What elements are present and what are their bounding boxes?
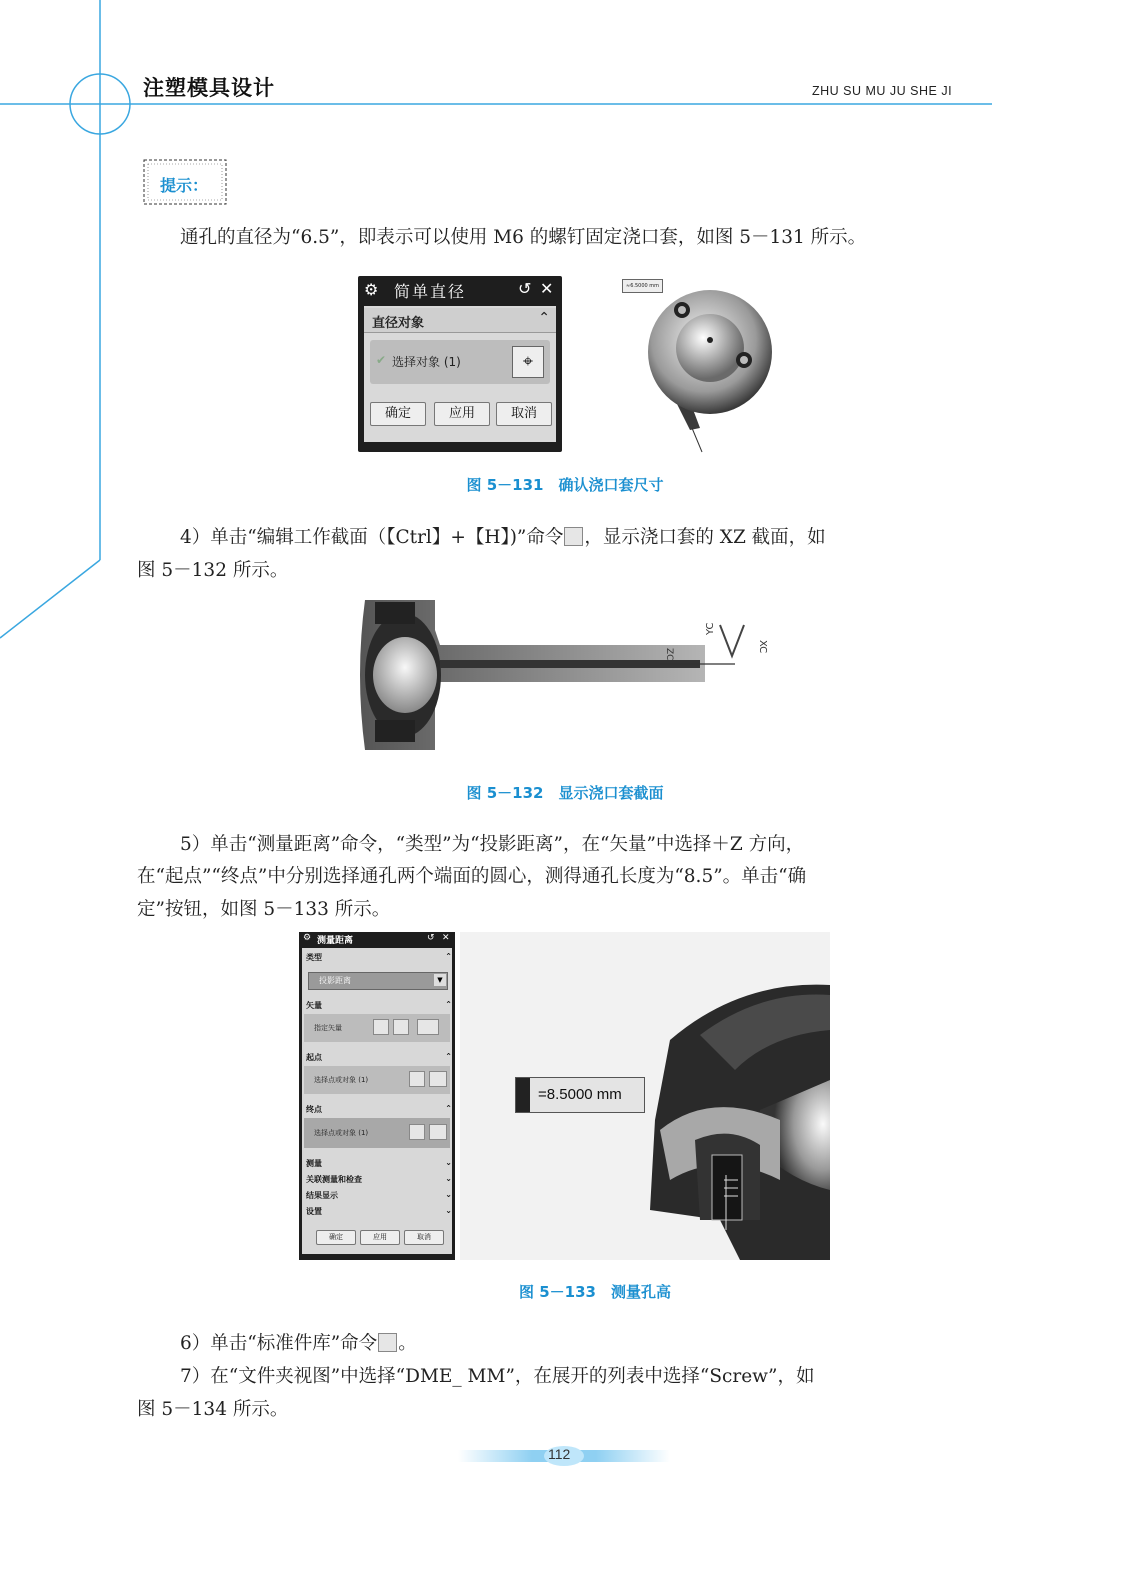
sprue-bushing-section-3d: [640, 980, 830, 1260]
inferred-point-icon[interactable]: [429, 1071, 447, 1087]
vector-axis-icon[interactable]: [393, 1019, 409, 1035]
step4-line1: 4）单击“编辑工作截面（【Ctrl】+【H】)”命令 ，显示浇口套的 XZ 截面，如: [180, 527, 826, 548]
collapse-icon[interactable]: ⌃: [538, 310, 550, 326]
measure-tag-small: ≈6.5000 mm: [622, 279, 663, 293]
check-icon: ✔: [376, 353, 387, 367]
point-dialog-icon[interactable]: [409, 1071, 425, 1087]
point-dialog-icon[interactable]: [409, 1124, 425, 1140]
vector-reverse-icon[interactable]: [417, 1019, 439, 1035]
step6-line: 6）单击“标准件库”命令 。: [180, 1333, 417, 1354]
standard-part-library-icon[interactable]: [378, 1333, 397, 1352]
vector-section[interactable]: 矢量 ⌃: [306, 1000, 452, 1010]
figure-132-caption: 图 5－132 显示浇口套截面: [466, 784, 664, 802]
expand-icon[interactable]: ⌄: [445, 1206, 452, 1215]
cancel-button[interactable]: 取消: [496, 402, 552, 426]
section-title: 直径对象: [372, 316, 425, 331]
gear-icon[interactable]: ⚙: [303, 933, 312, 943]
tip-text: 通孔的直径为“6.5”，即表示可以使用 M6 的螺钉固定浇口套，如图 5－131 所示。: [180, 227, 867, 248]
edit-section-icon[interactable]: [564, 527, 583, 546]
vector-row[interactable]: 指定矢量: [304, 1014, 450, 1042]
step4-line2: 图 5－132 所示。: [137, 560, 289, 581]
type-section[interactable]: 类型 ⌃: [306, 952, 452, 962]
expand-icon[interactable]: ⌄: [445, 1174, 452, 1183]
apply-button[interactable]: 应用: [360, 1230, 400, 1245]
collapse-icon[interactable]: ⌃: [445, 1000, 452, 1009]
crosshair-icon[interactable]: ⌖: [512, 346, 544, 378]
step5-line3: 定”按钮，如图 5－133 所示。: [137, 899, 391, 920]
select-object-row[interactable]: [370, 340, 550, 384]
measure-distance-dialog: [299, 932, 455, 1260]
measure-readout: [515, 1077, 645, 1113]
gear-icon[interactable]: ⚙: [364, 280, 379, 299]
axis-xc-label: XC: [757, 640, 768, 654]
step5-line2: 在“起点”“终点”中分别选择通孔两个端面的圆心，测得通孔长度为“8.5”。单击“确: [137, 866, 807, 887]
vector-dialog-icon[interactable]: [373, 1019, 389, 1035]
dialog-body: [364, 306, 556, 442]
apply-button[interactable]: 应用: [434, 402, 490, 426]
step5-line1: 5）单击“测量距离”命令，“类型”为“投影距离”，在“矢量”中选择＋Z 方向，: [180, 834, 805, 855]
measure-section[interactable]: 测量 ⌄: [306, 1158, 452, 1168]
start-section[interactable]: 起点 ⌃: [306, 1052, 452, 1062]
section-header[interactable]: [364, 308, 556, 333]
type-select[interactable]: 投影距离 ▼: [308, 972, 448, 990]
close-icon[interactable]: ✕: [442, 933, 450, 943]
collapse-icon[interactable]: ⌃: [445, 952, 452, 961]
header-pinyin: ZHU SU MU JU SHE JI: [812, 84, 953, 98]
simple-diameter-dialog: [358, 276, 562, 452]
expand-icon[interactable]: ⌄: [445, 1158, 452, 1167]
tip-label: 提示：: [160, 176, 209, 195]
axis-yc-label: YC: [705, 622, 716, 635]
sprue-bushing-top-view: [630, 280, 790, 455]
close-icon[interactable]: ✕: [540, 279, 554, 298]
collapse-icon[interactable]: ⌃: [445, 1104, 452, 1113]
dialog-body: [302, 948, 452, 1254]
step7-line1: 7）在“文件夹视图”中选择“DME_ MM”，在展开的列表中选择“Screw”，如: [180, 1366, 815, 1387]
sprue-bushing-section-view: [355, 590, 775, 765]
inferred-point-icon[interactable]: [429, 1124, 447, 1140]
dialog-titlebar: [358, 276, 562, 304]
reset-icon[interactable]: ↺: [427, 933, 435, 943]
step7-line2: 图 5－134 所示。: [137, 1399, 289, 1420]
expand-icon[interactable]: ⌄: [445, 1190, 452, 1199]
select-object-label: 选择对象 (1): [392, 355, 461, 369]
assoc-section[interactable]: 关联测量和检查 ⌄: [306, 1174, 452, 1184]
measure-value: =8.5000 mm: [538, 1086, 622, 1103]
figure-131-caption: 图 5－131 确认浇口套尺寸: [466, 476, 664, 494]
ok-button[interactable]: 确定: [316, 1230, 356, 1245]
result-section[interactable]: 结果显示 ⌄: [306, 1190, 452, 1200]
readout-grip-icon: [516, 1078, 530, 1112]
end-section[interactable]: 终点 ⌃: [306, 1104, 452, 1114]
reset-icon[interactable]: ↺: [518, 279, 532, 298]
axis-zc-label: ZC: [664, 648, 674, 661]
page-number: 112: [548, 1446, 571, 1462]
end-row[interactable]: 选择点或对象 (1): [304, 1118, 450, 1148]
header-title: 注塑模具设计: [143, 76, 275, 100]
dialog-titlebar: [299, 932, 455, 946]
settings-section[interactable]: 设置 ⌄: [306, 1206, 452, 1216]
dialog-title: 测量距离: [317, 936, 354, 946]
dropdown-icon[interactable]: ▼: [434, 974, 446, 986]
collapse-icon[interactable]: ⌃: [445, 1052, 452, 1061]
ok-button[interactable]: 确定: [370, 402, 426, 426]
cancel-button[interactable]: 取消: [404, 1230, 444, 1245]
figure-133-caption: 图 5－133 测量孔高: [519, 1283, 671, 1301]
start-row[interactable]: 选择点或对象 (1): [304, 1066, 450, 1094]
dialog-title: 简单直径: [394, 282, 467, 301]
